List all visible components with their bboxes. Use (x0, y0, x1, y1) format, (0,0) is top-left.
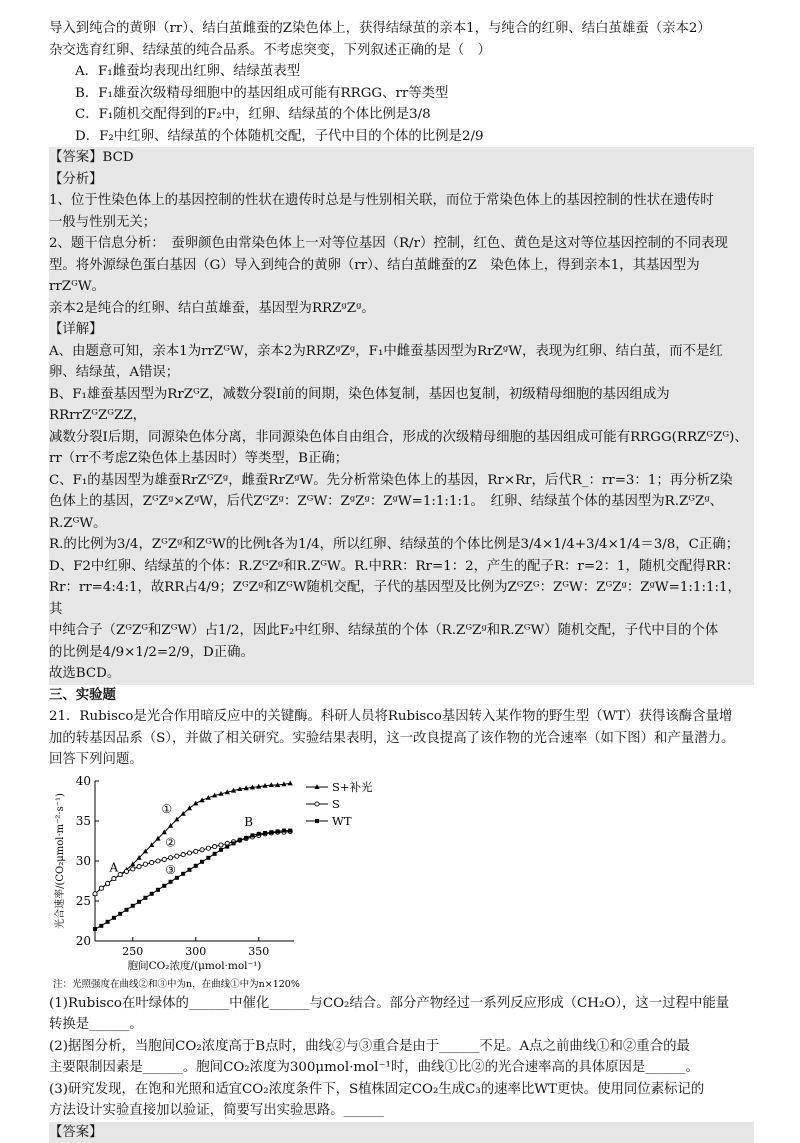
legend-label: S+补光 (332, 780, 373, 794)
data-point-circle (162, 857, 166, 861)
data-point-square (118, 911, 122, 915)
data-point-square (181, 871, 185, 875)
analysis-1a: 1、位于性染色体上的基因控制的性状在遗传时总是与性别相关联，而位于常染色体上的基因控制的性状在遗传时 (49, 190, 754, 212)
legend-label: WT (332, 814, 352, 828)
data-point-square (263, 831, 267, 835)
option-a: A．F₁雌蚕均表现出红卵、结绿茧表型 (49, 61, 754, 83)
x-axis-label: 胞间CO₂浓度/(μmol·mol⁻¹) (128, 959, 262, 972)
curve-annotation: ② (165, 835, 176, 849)
x-tick-label: 300 (185, 945, 206, 958)
data-point-circle (124, 869, 128, 873)
analysis-1b: 一般与性别无关； (49, 212, 754, 234)
detail-d3: 中纯合子（ZᴳZᴳ和ZᴳW）占1/2，因此F₂中红卵、结绿茧的个体（R.ZᴳZᵍ和R.ZᴳW）随机交配，子代中目的个体 (49, 620, 754, 642)
data-point-square (156, 887, 160, 891)
detail-d4: 的比例是4/9×1/2=2/9，D正确。 (49, 642, 754, 664)
data-point-circle (93, 891, 97, 895)
data-point-square (225, 844, 229, 848)
detail-b3: rr（rr不考虑Z染色体上基因时）等类型，B正确； (49, 448, 754, 470)
data-point-square (150, 891, 154, 895)
detail-a2: 卵、结绿茧，A错误； (49, 362, 754, 384)
q21-part1-a: (1)Rubisco在叶绿体的______中催化______与CO₂结合。部分产物经过一系列反应形成（CH₂O），这一过程中能量 (49, 993, 754, 1015)
data-point-square (143, 895, 147, 899)
data-point-square (206, 855, 210, 859)
detail-b1: B、F₁雄蚕基因型为RrZᴳZ，减数分裂Ⅰ前的间期，染色体复制，基因也复制，初级精母细胞的基因组成为RRrrZᴳZᴳZZ， (49, 384, 754, 427)
data-point-square (276, 829, 280, 833)
data-point-circle (187, 850, 191, 854)
data-point-triangle (288, 780, 293, 785)
y-tick-label: 40 (76, 775, 91, 788)
q21-line-3: 回答下列问题。 (49, 749, 754, 771)
data-point-circle (206, 846, 210, 850)
series-line-triangle (95, 783, 290, 893)
detail-a1: A、由题意可知，亲本1为rrZᴳW，亲本2为RRZᵍZᵍ，F₁中雌蚕基因型为RrZᵍW，表现为红卵、结白茧，而不是红 (49, 341, 754, 363)
legend-marker (315, 801, 319, 805)
data-point-square (131, 903, 135, 907)
y-tick-label: 20 (76, 934, 91, 948)
data-point-square (250, 833, 254, 837)
q21-line-1: 21．Rubisco是光合作用暗反应中的关键酶。科研人员将Rubisco基因转入某作物的野生型（WT）获得该酶含量增 (49, 706, 754, 728)
data-point-square (288, 828, 292, 832)
answer-block (49, 147, 754, 685)
answer-line: 【答案】BCD (49, 147, 754, 169)
q21-part1-b: 转换是______。 (49, 1014, 754, 1036)
data-point-square (257, 831, 261, 835)
data-point-circle (213, 844, 217, 848)
option-d: D．F₂中红卵、结绿茧的个体随机交配，子代中目的个体的比例是2/9 (49, 126, 754, 148)
curve-annotation: A (109, 860, 119, 874)
chart-note: 注：光照强度在曲线②和③中为n，在曲线①中为n×120% (53, 978, 300, 990)
detail-heading: 【详解】 (49, 319, 754, 341)
data-point-square (112, 915, 116, 919)
y-axis-label: 光合速率/(CO₂μmol·m⁻²·s⁻¹) (53, 793, 66, 929)
data-point-square (169, 879, 173, 883)
chart-svg (49, 775, 409, 993)
data-point-square (282, 828, 286, 832)
data-point-circle (194, 849, 198, 853)
data-point-square (194, 863, 198, 867)
detail-d2: Rr：rr=4:4:1，故RR占4/9；ZᴳZᵍ和ZᴳW随机交配，子代的基因型及比例为ZᴳZᴳ：ZᴳW：ZᴳZᵍ：ZᵍW=1:1:1:1，其 (49, 577, 754, 620)
y-tick-label: 30 (76, 854, 91, 868)
series-line-circle (95, 831, 290, 893)
legend-label: S (332, 797, 340, 811)
curve-annotation: B (244, 814, 253, 828)
data-point-circle (112, 876, 116, 880)
y-tick-label: 25 (76, 894, 91, 908)
detail-d1: D、F2中红卵、结绿茧的个体：R.ZᴳZᵍ和R.ZᴳW。R.中RR：Rr=1：2，产生的配子R：r=2：1，随机交配得RR： (49, 556, 754, 578)
detail-end: 故选BCD。 (49, 663, 754, 685)
section-title: 三、实验题 (49, 685, 754, 707)
data-point-circle (200, 847, 204, 851)
detail-c2: 色体上的基因，ZᴳZᵍ×ZᵍW，后代ZᴳZᵍ：ZᴳW：ZᵍZᵍ：ZᵍW=1:1:1:1。 红卵、结绿茧个体的基因型为R.ZᴳZᵍ、R.ZᴳW。 (49, 491, 754, 534)
data-point-square (219, 847, 223, 851)
analysis-2b: 型。将外源绿色蛋白基因（G）导入到纯合的黄卵（rr）、结白茧雌蚕的Z 染色体上，得到亲本1，其基因型为rrZᴳW。 (49, 255, 754, 298)
data-point-circle (156, 858, 160, 862)
q21-line-2: 加的转基因品系（S），并做了相关研究。实验结果表明，这一改良提高了该作物的光合速率（如下图）和产量潜力。 (49, 728, 754, 750)
q21-part3-b: 方法设计实验直接加以验证，简要写出实验思路。______ (49, 1100, 754, 1122)
legend-marker (315, 819, 319, 823)
y-tick-label: 35 (76, 814, 91, 828)
data-point-circle (131, 866, 135, 870)
q21-part3-a: (3)研究发现，在饱和光照和适宜CO₂浓度条件下，S植株固定CO₂生成C₃的速率比WT更快。使用同位素标记的 (49, 1079, 754, 1101)
question-stem-line-2: 杂交选育红卵、结绿茧的纯合品系。不考虑突变，下列叙述正确的是（ ） (49, 40, 754, 62)
data-point-circle (181, 852, 185, 856)
detail-c3: R.的比例为3/4，ZᴳZᵍ和ZᴳW的比例t各为1/4，所以红卵、结绿茧的个体比例是3/4×1/4+3/4×1/4＝3/8，C正确； (49, 534, 754, 556)
data-point-circle (118, 872, 122, 876)
data-point-square (244, 835, 248, 839)
data-point-square (162, 883, 166, 887)
curve-annotation: ③ (165, 862, 176, 876)
x-tick-label: 350 (248, 945, 269, 958)
data-point-circle (143, 862, 147, 866)
data-point-square (232, 841, 236, 845)
data-point-square (200, 859, 204, 863)
series-line-square (95, 830, 290, 928)
data-point-square (269, 830, 273, 834)
data-point-square (93, 927, 97, 931)
analysis-heading: 【分析】 (49, 169, 754, 191)
question-stem-line-1: 导入到纯合的黄卵（rr）、结白茧雌蚕的Z染色体上，获得结绿茧的亲本1，与纯合的红卵、结白茧雄蚕（亲本2） (49, 18, 754, 40)
data-point-square (124, 907, 128, 911)
photosynthesis-chart (49, 775, 754, 993)
data-point-square (106, 919, 110, 923)
detail-b2: 减数分裂Ⅰ后期，同源染色体分离，非同源染色体自由组合，形成的次级精母细胞的基因组成可能有RRGG(RRZᴳZᴳ)、 (49, 427, 754, 449)
option-c: C．F₁随机交配得到的F₂中，红卵、结绿茧的个体比例是3/8 (49, 104, 754, 126)
data-point-circle (150, 860, 154, 864)
q21-part2-a: (2)据图分析，当胞间CO₂浓度高于B点时，曲线②与③重合是由于______不足。A点之前曲线①和②重合的最 (49, 1036, 754, 1058)
data-point-circle (137, 864, 141, 868)
q21-part2-b: 主要限制因素是______。胞间CO₂浓度为300μmol·mol⁻¹时，曲线①比②的光合速率高的具体原因是______。 (49, 1057, 754, 1079)
data-point-circle (219, 842, 223, 846)
data-point-circle (175, 854, 179, 858)
analysis-2c: 亲本2是纯合的红卵、结白茧雄蚕，基因型为RRZᵍZᵍ。 (49, 298, 754, 320)
detail-c1: C、F₁的基因型为雄蚕RrZᴳZᵍ，雌蚕RrZᵍW。先分析常染色体上的基因，Rr×Rr，后代R_：rr=3：1；再分析Z染 (49, 470, 754, 492)
data-point-circle (168, 855, 172, 859)
analysis-2a: 2、题干信息分析： 蚕卵颜色由常染色体上一对等位基因（R/r）控制，红色、黄色是这对等位基因控制的不同表现 (49, 233, 754, 255)
data-point-square (137, 899, 141, 903)
data-point-square (99, 923, 103, 927)
data-point-square (213, 851, 217, 855)
data-point-square (238, 838, 242, 842)
curve-annotation: ① (161, 802, 172, 816)
option-b: B．F₁雄蚕次级精母细胞中的基因组成可能有RRGG、rr等类型 (49, 83, 754, 105)
data-point-square (187, 867, 191, 871)
x-tick-label: 250 (122, 945, 143, 958)
data-point-circle (105, 881, 109, 885)
answer-tail: 【答案】 (49, 1122, 754, 1143)
exam-page (49, 18, 754, 1143)
data-point-triangle (187, 805, 192, 810)
data-point-circle (99, 886, 103, 890)
